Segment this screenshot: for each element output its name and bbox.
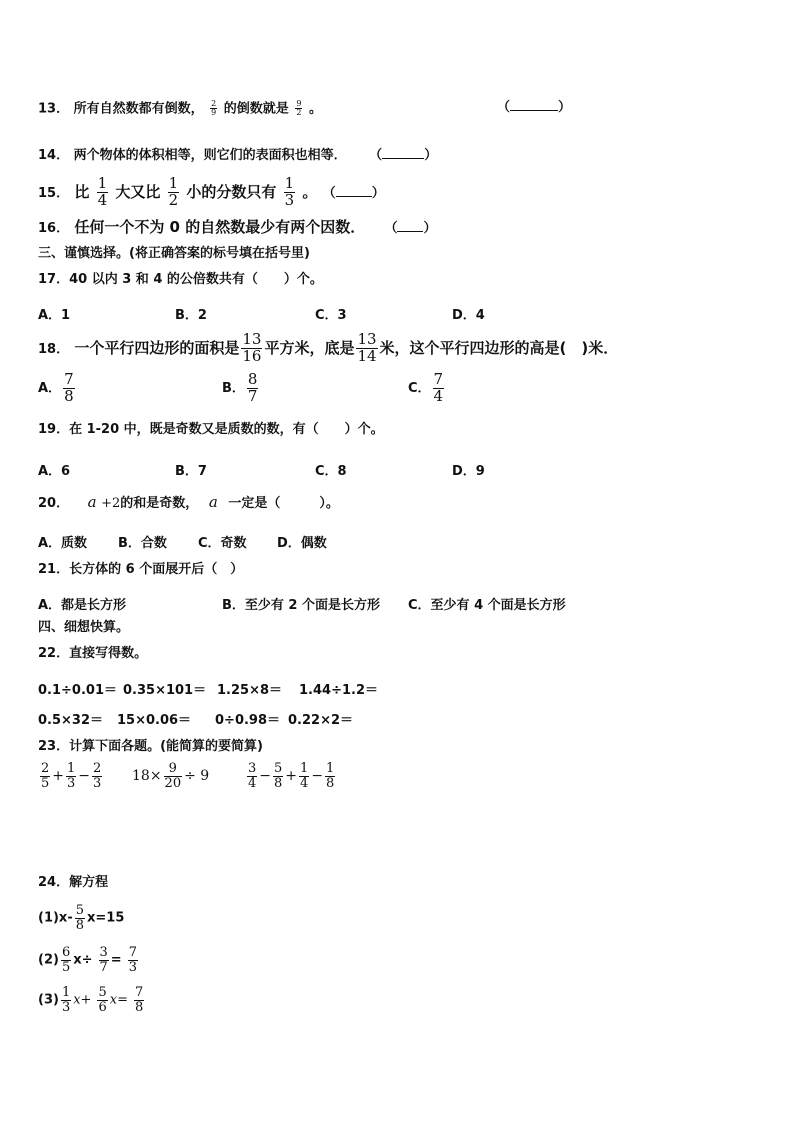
q18-option-a-fraction: $\frac{7}{8}$	[64, 370, 74, 405]
q15-fraction-2: $\frac{1}{2}$	[168, 174, 179, 209]
q19-option-b[interactable]: B．7	[175, 464, 207, 479]
q24-equation-2: (2) $\frac{6}{5}$ x÷ $\frac{3}{7}$ = $\frac{7}{3}$	[38, 945, 137, 975]
q15-number: 15．	[38, 185, 70, 201]
q22-item-3: 1.25×8＝	[217, 683, 283, 698]
q18-fraction-base: $\frac{13}{14}$	[357, 330, 377, 365]
q20-text-a: 的和是奇数，	[120, 496, 199, 511]
q13-fraction-2: $\frac{9}{2}$	[296, 99, 302, 118]
q17-option-d[interactable]: D．4	[452, 308, 485, 323]
q15-text-d: 。	[302, 182, 318, 201]
q20-option-a[interactable]: A．质数	[38, 536, 88, 551]
q23-expression-3: $\frac{3}{4}$ − $\frac{5}{8}$ + $\frac{1}{4}$ − $\frac{1}{8}$	[248, 761, 335, 791]
q20-number: 20．	[38, 496, 70, 511]
q20-option-d[interactable]: D．偶数	[277, 536, 327, 551]
question-15	[38, 176, 385, 209]
q21-option-b[interactable]: B．至少有 2 个面是长方形	[222, 598, 381, 613]
q18-number: 18．	[38, 341, 70, 357]
q13-text-a: 所有自然数都有倒数，	[73, 101, 204, 117]
q15-fraction-3: $\frac{1}{3}$	[284, 174, 295, 209]
section-3-heading: 三、谨慎选择。(将正确答案的标号填在括号里)	[38, 246, 310, 261]
q16-answer-blank[interactable]: （ ）	[384, 221, 437, 236]
q21-option-c[interactable]: C．至少有 4 个面是长方形	[408, 598, 566, 613]
q23-expression-1: $\frac{2}{5}$ + $\frac{1}{3}$ − $\frac{2}{3}$	[41, 761, 102, 791]
q17-option-c[interactable]: C．3	[315, 308, 347, 323]
q14-text: 两个物体的体积相等，则它们的表面积也相等．	[73, 148, 347, 163]
q22-item-4: 1.44÷1.2＝	[299, 683, 378, 698]
question-20	[38, 495, 339, 510]
q21-option-a[interactable]: A．都是长方形	[38, 598, 127, 613]
q18-option-b-fraction: $\frac{8}{7}$	[247, 370, 258, 405]
q18-text-c: 米，这个平行四边形的高是( )米．	[379, 338, 619, 357]
question-18	[38, 332, 618, 365]
q18-option-a[interactable]: A． $\frac{7}{8}$	[38, 370, 74, 405]
q20-variable-a-2: a	[208, 493, 218, 511]
q22-item-6: 15×0.06＝	[117, 713, 192, 728]
q22-item-7: 0÷0.98＝	[215, 713, 281, 728]
q22-item-8: 0.22×2＝	[288, 713, 354, 728]
question-13	[38, 100, 322, 118]
section-4-heading: 四、细想快算。	[38, 620, 130, 635]
q13-text-c: 。	[308, 101, 322, 117]
q18-text-b: 平方米，底是	[264, 338, 355, 357]
q20-option-b[interactable]: B．合数	[118, 536, 167, 551]
q18-option-b[interactable]: B． $\frac{8}{7}$	[222, 370, 258, 405]
q20-plus-two: +2	[101, 496, 121, 511]
q18-fraction-area: $\frac{13}{16}$	[242, 330, 262, 365]
q19-option-d[interactable]: D．9	[452, 464, 485, 479]
q17-option-b[interactable]: B．2	[175, 308, 207, 323]
question-24-stem: 24．解方程	[38, 875, 109, 890]
q19-option-a[interactable]: A．6	[38, 464, 71, 479]
q15-text-a: 比	[74, 182, 90, 201]
q22-item-2: 0.35×101＝	[123, 683, 207, 698]
q15-fraction-1: $\frac{1}{4}$	[97, 174, 108, 209]
q13-text-b: 的倒数就是	[223, 101, 289, 117]
q15-text-b: 大又比	[115, 182, 161, 201]
question-22-stem: 22．直接写得数。	[38, 646, 148, 661]
question-23-stem: 23．计算下面各题。(能简算的要简算)	[38, 739, 263, 754]
q15-answer-blank[interactable]: （ ）	[322, 185, 385, 201]
q20-option-c[interactable]: C．奇数	[198, 536, 247, 551]
q16-number: 16．	[38, 221, 70, 236]
q23-expression-2: 18× $\frac{9}{20}$ ÷ 9	[132, 761, 210, 791]
q22-item-5: 0.5×32＝	[38, 713, 104, 728]
q13-answer-blank[interactable]: （ ）	[497, 100, 572, 115]
q22-item-1: 0.1÷0.01＝	[38, 683, 117, 698]
question-16	[38, 220, 436, 235]
question-14	[38, 148, 437, 162]
question-21-stem: 21．长方体的 6 个面展开后（ ）	[38, 562, 244, 577]
q16-text: 任何一个不为 0 的自然数最少有两个因数．	[74, 218, 366, 236]
q19-option-c[interactable]: C．8	[315, 464, 347, 479]
q14-answer-blank[interactable]: （ ）	[369, 148, 438, 163]
q15-text-c: 小的分数只有	[186, 182, 277, 201]
q14-number: 14．	[38, 148, 70, 163]
q13-fraction-1: $\frac{2}{9}$	[211, 99, 217, 118]
q20-variable-a: a	[87, 493, 97, 511]
question-17-stem: 17．40 以内 3 和 4 的公倍数共有（ ）个。	[38, 272, 323, 287]
q20-text-b: 一定是（ ）。	[228, 496, 339, 511]
question-19-stem: 19．在 1-20 中，既是奇数又是质数的数，有（ ）个。	[38, 422, 384, 437]
q24-equation-1: (1)x- $\frac{5}{8}$ x=15	[38, 903, 125, 933]
q24-equation-3: (3) $\frac{1}{3}$ x+ $\frac{5}{6}$ x= $\frac{7}{8}$	[38, 985, 144, 1015]
q17-option-a[interactable]: A．1	[38, 308, 71, 323]
q18-text-a: 一个平行四边形的面积是	[74, 338, 240, 357]
q13-number: 13．	[38, 101, 70, 117]
q18-option-c[interactable]: C． $\frac{7}{4}$	[408, 370, 444, 405]
q18-option-c-fraction: $\frac{7}{4}$	[433, 370, 444, 405]
